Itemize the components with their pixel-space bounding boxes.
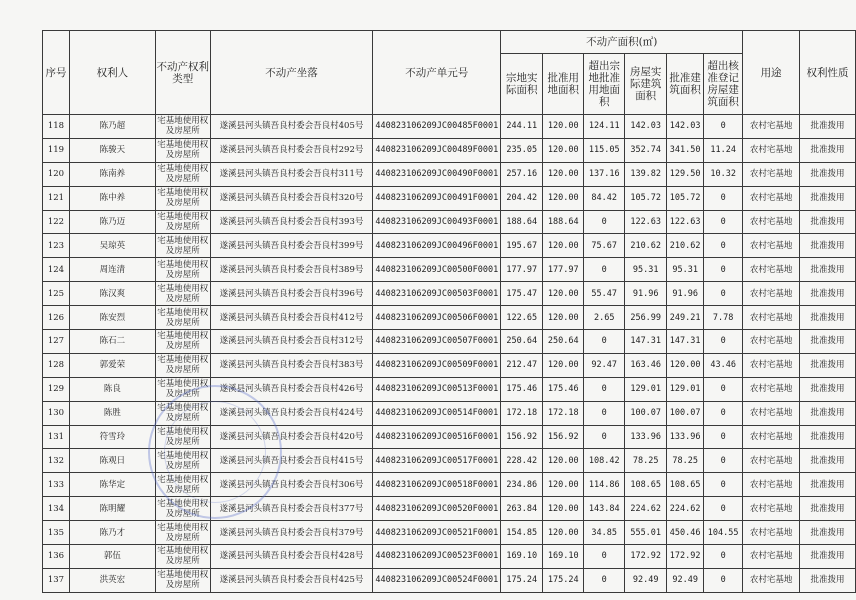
cell-land-actual-area: 195.67: [501, 234, 543, 258]
cell-right-type: 宅基地使用权及房屋所: [157, 427, 209, 448]
cell-seq: 135: [43, 521, 70, 545]
cell-usage: 农村宅基地: [743, 425, 800, 449]
cell-nature: 批准拨用: [800, 377, 856, 401]
cell-unit-no: 440823106209JC00517F0001: [373, 449, 501, 473]
cell-owner: 陈骏天: [69, 138, 155, 162]
cell-house-actual-area: 142.03: [625, 115, 667, 139]
cell-excess-building-area: 0: [704, 545, 743, 569]
cell-house-actual-area: 139.82: [625, 162, 667, 186]
header-approved-building-area: 批准建筑面积: [667, 54, 704, 115]
table-row: [43, 449, 856, 473]
cell-house-actual-area: 163.46: [625, 353, 667, 377]
cell-location: 遂溪县河头镇吾良村委会吾良村320号: [210, 186, 373, 210]
cell-house-actual-area: 133.96: [625, 425, 667, 449]
cell-right-type: 宅基地使用权及房屋所: [157, 498, 209, 519]
cell-location: 遂溪县河头镇吾良村委会吾良村311号: [210, 162, 373, 186]
cell-nature: 批准拨用: [800, 282, 856, 306]
cell-location: 遂溪县河头镇吾良村委会吾良村383号: [210, 353, 373, 377]
cell-seq: 130: [43, 401, 70, 425]
cell-approved-building-area: 147.31: [667, 330, 704, 354]
cell-nature: 批准拨用: [800, 162, 856, 186]
table-row: [43, 353, 856, 377]
cell-location: 遂溪县河头镇吾良村委会吾良村292号: [210, 138, 373, 162]
cell-owner: 陈安烈: [69, 306, 155, 330]
cell-location: 遂溪县河头镇吾良村委会吾良村412号: [210, 306, 373, 330]
cell-owner: 陈南养: [69, 162, 155, 186]
cell-right-type: 宅基地使用权及房屋所: [157, 307, 209, 328]
cell-excess-land-area: 124.11: [584, 115, 625, 139]
cell-seq: 119: [43, 138, 70, 162]
cell-house-actual-area: 122.63: [625, 210, 667, 234]
cell-usage: 农村宅基地: [743, 401, 800, 425]
cell-location: 遂溪县河头镇吾良村委会吾良村393号: [210, 210, 373, 234]
cell-excess-building-area: 0: [704, 186, 743, 210]
cell-house-actual-area: 91.96: [625, 282, 667, 306]
cell-approved-building-area: 78.25: [667, 449, 704, 473]
cell-seq: 125: [43, 282, 70, 306]
cell-unit-no: 440823106209JC00489F0001: [373, 138, 501, 162]
cell-unit-no: 440823106209JC00500F0001: [373, 258, 501, 282]
cell-usage: 农村宅基地: [743, 210, 800, 234]
cell-land-actual-area: 250.64: [501, 330, 543, 354]
cell-owner: 陈明耀: [69, 497, 155, 521]
cell-house-actual-area: 224.62: [625, 497, 667, 521]
cell-right-type: 宅基地使用权及房屋所: [157, 522, 209, 543]
cell-right-type: 宅基地使用权及房屋所: [157, 403, 209, 424]
cell-usage: 农村宅基地: [743, 330, 800, 354]
cell-unit-no: 440823106209JC00491F0001: [373, 186, 501, 210]
cell-approved-land-area: 250.64: [543, 330, 584, 354]
cell-owner: 吴琼英: [69, 234, 155, 258]
table-row: [43, 162, 856, 186]
cell-right-type: 宅基地使用权及房屋所: [157, 546, 209, 567]
cell-approved-land-area: 120.00: [543, 497, 584, 521]
cell-location: 遂溪县河头镇吾良村委会吾良村377号: [210, 497, 373, 521]
table-row: [43, 115, 856, 139]
cell-usage: 农村宅基地: [743, 521, 800, 545]
cell-land-actual-area: 188.64: [501, 210, 543, 234]
cell-nature: 批准拨用: [800, 521, 856, 545]
cell-house-actual-area: 95.31: [625, 258, 667, 282]
header-land-actual-area: 宗地实际面积: [501, 54, 543, 115]
cell-approved-building-area: 92.49: [667, 568, 704, 592]
cell-excess-land-area: 0: [584, 330, 625, 354]
cell-seq: 124: [43, 258, 70, 282]
cell-unit-no: 440823106209JC00513F0001: [373, 377, 501, 401]
cell-approved-land-area: 120.00: [543, 306, 584, 330]
cell-usage: 农村宅基地: [743, 377, 800, 401]
cell-nature: 批准拨用: [800, 138, 856, 162]
cell-usage: 农村宅基地: [743, 186, 800, 210]
cell-excess-building-area: 0: [704, 282, 743, 306]
cell-right-type: 宅基地使用权及房屋所: [157, 283, 209, 304]
cell-excess-land-area: 0: [584, 545, 625, 569]
cell-excess-building-area: 0: [704, 258, 743, 282]
cell-seq: 129: [43, 377, 70, 401]
cell-excess-land-area: 0: [584, 377, 625, 401]
cell-right-type: 宅基地使用权及房屋所: [157, 116, 209, 137]
cell-nature: 批准拨用: [800, 115, 856, 139]
cell-excess-land-area: 92.47: [584, 353, 625, 377]
cell-seq: 131: [43, 425, 70, 449]
cell-excess-building-area: 7.78: [704, 306, 743, 330]
cell-owner: 符雪玲: [69, 425, 155, 449]
cell-land-actual-area: 175.24: [501, 568, 543, 592]
cell-nature: 批准拨用: [800, 497, 856, 521]
cell-house-actual-area: 210.62: [625, 234, 667, 258]
cell-unit-no: 440823106209JC00514F0001: [373, 401, 501, 425]
cell-nature: 批准拨用: [800, 210, 856, 234]
cell-seq: 128: [43, 353, 70, 377]
cell-seq: 126: [43, 306, 70, 330]
cell-location: 遂溪县河头镇吾良村委会吾良村312号: [210, 330, 373, 354]
cell-excess-building-area: 10.32: [704, 162, 743, 186]
cell-usage: 农村宅基地: [743, 282, 800, 306]
cell-seq: 127: [43, 330, 70, 354]
cell-excess-building-area: 0: [704, 568, 743, 592]
cell-approved-building-area: 91.96: [667, 282, 704, 306]
table-row: [43, 473, 856, 497]
cell-nature: 批准拨用: [800, 306, 856, 330]
cell-usage: 农村宅基地: [743, 353, 800, 377]
cell-seq: 120: [43, 162, 70, 186]
cell-right-type: 宅基地使用权及房屋所: [157, 355, 209, 376]
cell-excess-building-area: 0: [704, 330, 743, 354]
cell-land-actual-area: 154.85: [501, 521, 543, 545]
header-house-actual-area: 房屋实际建筑面积: [625, 54, 667, 115]
cell-unit-no: 440823106209JC00496F0001: [373, 234, 501, 258]
cell-nature: 批准拨用: [800, 568, 856, 592]
table-row: [43, 234, 856, 258]
cell-land-actual-area: 257.16: [501, 162, 543, 186]
cell-owner: 郭爱荣: [69, 353, 155, 377]
cell-owner: 陈华定: [69, 473, 155, 497]
cell-usage: 农村宅基地: [743, 306, 800, 330]
table-row: [43, 497, 856, 521]
cell-usage: 农村宅基地: [743, 473, 800, 497]
cell-approved-building-area: 105.72: [667, 186, 704, 210]
cell-seq: 123: [43, 234, 70, 258]
cell-nature: 批准拨用: [800, 473, 856, 497]
cell-location: 遂溪县河头镇吾良村委会吾良村399号: [210, 234, 373, 258]
cell-right-type: 宅基地使用权及房屋所: [157, 379, 209, 400]
header-right-type: 不动产权利类型: [155, 31, 210, 115]
header-location: 不动产坐落: [210, 31, 373, 115]
cell-approved-land-area: 120.00: [543, 234, 584, 258]
cell-usage: 农村宅基地: [743, 258, 800, 282]
cell-excess-building-area: 0: [704, 115, 743, 139]
cell-excess-building-area: 104.55: [704, 521, 743, 545]
cell-excess-land-area: 108.42: [584, 449, 625, 473]
cell-approved-land-area: 175.46: [543, 377, 584, 401]
cell-approved-land-area: 120.00: [543, 186, 584, 210]
cell-unit-no: 440823106209JC00485F0001: [373, 115, 501, 139]
cell-approved-land-area: 120.00: [543, 115, 584, 139]
cell-usage: 农村宅基地: [743, 568, 800, 592]
cell-approved-building-area: 120.00: [667, 353, 704, 377]
cell-house-actual-area: 555.01: [625, 521, 667, 545]
table-row: [43, 568, 856, 592]
cell-unit-no: 440823106209JC00507F0001: [373, 330, 501, 354]
cell-approved-building-area: 122.63: [667, 210, 704, 234]
cell-excess-land-area: 55.47: [584, 282, 625, 306]
cell-approved-land-area: 177.97: [543, 258, 584, 282]
cell-usage: 农村宅基地: [743, 162, 800, 186]
cell-unit-no: 440823106209JC00518F0001: [373, 473, 501, 497]
cell-approved-land-area: 169.10: [543, 545, 584, 569]
cell-excess-land-area: 143.84: [584, 497, 625, 521]
cell-approved-building-area: 210.62: [667, 234, 704, 258]
cell-location: 遂溪县河头镇吾良村委会吾良村306号: [210, 473, 373, 497]
header-nature: 权利性质: [800, 31, 856, 115]
cell-land-actual-area: 204.42: [501, 186, 543, 210]
cell-location: 遂溪县河头镇吾良村委会吾良村426号: [210, 377, 373, 401]
cell-excess-land-area: 0: [584, 425, 625, 449]
cell-owner: 陈乃迈: [69, 210, 155, 234]
cell-unit-no: 440823106209JC00524F0001: [373, 568, 501, 592]
cell-usage: 农村宅基地: [743, 115, 800, 139]
cell-house-actual-area: 172.92: [625, 545, 667, 569]
cell-excess-land-area: 84.42: [584, 186, 625, 210]
cell-owner: 陈乃超: [69, 115, 155, 139]
cell-approved-building-area: 133.96: [667, 425, 704, 449]
cell-owner: 陈观日: [69, 449, 155, 473]
cell-land-actual-area: 212.47: [501, 353, 543, 377]
cell-usage: 农村宅基地: [743, 449, 800, 473]
cell-unit-no: 440823106209JC00521F0001: [373, 521, 501, 545]
cell-approved-land-area: 120.00: [543, 353, 584, 377]
cell-approved-building-area: 450.46: [667, 521, 704, 545]
cell-house-actual-area: 105.72: [625, 186, 667, 210]
cell-unit-no: 440823106209JC00523F0001: [373, 545, 501, 569]
table-row: [43, 258, 856, 282]
cell-land-actual-area: 122.65: [501, 306, 543, 330]
registration-table: [42, 30, 856, 593]
cell-owner: 郭伍: [69, 545, 155, 569]
cell-owner: 陈石二: [69, 330, 155, 354]
cell-owner: 洪英宏: [69, 568, 155, 592]
cell-excess-land-area: 34.85: [584, 521, 625, 545]
cell-house-actual-area: 256.99: [625, 306, 667, 330]
cell-approved-land-area: 120.00: [543, 162, 584, 186]
cell-usage: 农村宅基地: [743, 545, 800, 569]
cell-unit-no: 440823106209JC00493F0001: [373, 210, 501, 234]
cell-approved-building-area: 224.62: [667, 497, 704, 521]
cell-excess-land-area: 2.65: [584, 306, 625, 330]
cell-approved-land-area: 175.24: [543, 568, 584, 592]
cell-land-actual-area: 175.47: [501, 282, 543, 306]
cell-right-type: 宅基地使用权及房屋所: [157, 450, 209, 471]
cell-owner: 周连清: [69, 258, 155, 282]
cell-location: 遂溪县河头镇吾良村委会吾良村425号: [210, 568, 373, 592]
header-approved-land-area: 批准用地面积: [543, 54, 584, 115]
table-row: [43, 425, 856, 449]
cell-location: 遂溪县河头镇吾良村委会吾良村379号: [210, 521, 373, 545]
header-usage: 用途: [743, 31, 800, 115]
cell-land-actual-area: 175.46: [501, 377, 543, 401]
cell-location: 遂溪县河头镇吾良村委会吾良村405号: [210, 115, 373, 139]
cell-usage: 农村宅基地: [743, 497, 800, 521]
cell-approved-building-area: 95.31: [667, 258, 704, 282]
cell-excess-building-area: 0: [704, 401, 743, 425]
cell-approved-land-area: 188.64: [543, 210, 584, 234]
cell-house-actual-area: 352.74: [625, 138, 667, 162]
table-row: [43, 401, 856, 425]
cell-house-actual-area: 108.65: [625, 473, 667, 497]
cell-excess-building-area: 0: [704, 425, 743, 449]
cell-right-type: 宅基地使用权及房屋所: [157, 164, 209, 185]
cell-location: 遂溪县河头镇吾良村委会吾良村396号: [210, 282, 373, 306]
table-row: [43, 330, 856, 354]
cell-unit-no: 440823106209JC00503F0001: [373, 282, 501, 306]
cell-owner: 陈胜: [69, 401, 155, 425]
table-row: [43, 186, 856, 210]
cell-excess-building-area: 0: [704, 449, 743, 473]
cell-excess-building-area: 0: [704, 377, 743, 401]
cell-nature: 批准拨用: [800, 353, 856, 377]
cell-seq: 118: [43, 115, 70, 139]
cell-seq: 132: [43, 449, 70, 473]
cell-excess-building-area: 11.24: [704, 138, 743, 162]
header-area-group: 不动产面积(㎡): [501, 31, 743, 54]
table-row: [43, 210, 856, 234]
cell-excess-land-area: 115.05: [584, 138, 625, 162]
cell-house-actual-area: 147.31: [625, 330, 667, 354]
table-row: [43, 521, 856, 545]
cell-excess-land-area: 75.67: [584, 234, 625, 258]
cell-location: 遂溪县河头镇吾良村委会吾良村420号: [210, 425, 373, 449]
cell-approved-building-area: 172.92: [667, 545, 704, 569]
header-seq: 序号: [43, 31, 70, 115]
header-owner: 权利人: [69, 31, 155, 115]
cell-land-actual-area: 244.11: [501, 115, 543, 139]
cell-excess-land-area: 0: [584, 258, 625, 282]
cell-excess-building-area: 0: [704, 210, 743, 234]
cell-seq: 133: [43, 473, 70, 497]
cell-seq: 136: [43, 545, 70, 569]
cell-right-type: 宅基地使用权及房屋所: [157, 140, 209, 161]
cell-excess-land-area: 0: [584, 401, 625, 425]
cell-nature: 批准拨用: [800, 401, 856, 425]
table-row: [43, 138, 856, 162]
cell-nature: 批准拨用: [800, 449, 856, 473]
cell-land-actual-area: 234.86: [501, 473, 543, 497]
cell-location: 遂溪县河头镇吾良村委会吾良村389号: [210, 258, 373, 282]
cell-approved-land-area: 120.00: [543, 473, 584, 497]
cell-land-actual-area: 228.42: [501, 449, 543, 473]
cell-excess-land-area: 114.86: [584, 473, 625, 497]
cell-excess-building-area: 0: [704, 473, 743, 497]
cell-location: 遂溪县河头镇吾良村委会吾良村428号: [210, 545, 373, 569]
cell-nature: 批准拨用: [800, 425, 856, 449]
cell-nature: 批准拨用: [800, 330, 856, 354]
cell-approved-building-area: 129.50: [667, 162, 704, 186]
cell-owner: 陈中养: [69, 186, 155, 210]
cell-house-actual-area: 92.49: [625, 568, 667, 592]
table-row: [43, 377, 856, 401]
cell-seq: 122: [43, 210, 70, 234]
cell-unit-no: 440823106209JC00520F0001: [373, 497, 501, 521]
cell-nature: 批准拨用: [800, 258, 856, 282]
cell-approved-building-area: 129.01: [667, 377, 704, 401]
cell-nature: 批准拨用: [800, 234, 856, 258]
cell-right-type: 宅基地使用权及房屋所: [157, 212, 209, 232]
cell-right-type: 宅基地使用权及房屋所: [157, 331, 209, 352]
cell-excess-building-area: 0: [704, 497, 743, 521]
cell-right-type: 宅基地使用权及房屋所: [157, 235, 209, 256]
header-excess-building-area: 超出核准登记房屋建筑面积: [704, 54, 743, 115]
cell-usage: 农村宅基地: [743, 234, 800, 258]
cell-location: 遂溪县河头镇吾良村委会吾良村415号: [210, 449, 373, 473]
cell-unit-no: 440823106209JC00509F0001: [373, 353, 501, 377]
cell-excess-building-area: 0: [704, 234, 743, 258]
cell-approved-land-area: 120.00: [543, 449, 584, 473]
header-unit-no: 不动产单元号: [373, 31, 501, 115]
cell-seq: 137: [43, 568, 70, 592]
cell-excess-land-area: 0: [584, 568, 625, 592]
cell-approved-land-area: 120.00: [543, 282, 584, 306]
table-row: [43, 282, 856, 306]
cell-owner: 陈良: [69, 377, 155, 401]
cell-right-type: 宅基地使用权及房屋所: [157, 474, 209, 495]
cell-owner: 陈乃才: [69, 521, 155, 545]
cell-house-actual-area: 78.25: [625, 449, 667, 473]
cell-land-actual-area: 172.18: [501, 401, 543, 425]
cell-nature: 批准拨用: [800, 186, 856, 210]
cell-land-actual-area: 177.97: [501, 258, 543, 282]
cell-house-actual-area: 129.01: [625, 377, 667, 401]
cell-location: 遂溪县河头镇吾良村委会吾良村424号: [210, 401, 373, 425]
cell-right-type: 宅基地使用权及房屋所: [157, 570, 209, 591]
cell-land-actual-area: 169.10: [501, 545, 543, 569]
table-row: [43, 545, 856, 569]
cell-unit-no: 440823106209JC00516F0001: [373, 425, 501, 449]
cell-approved-building-area: 100.07: [667, 401, 704, 425]
cell-right-type: 宅基地使用权及房屋所: [157, 259, 209, 280]
cell-land-actual-area: 235.05: [501, 138, 543, 162]
cell-excess-building-area: 43.46: [704, 353, 743, 377]
cell-seq: 134: [43, 497, 70, 521]
cell-excess-land-area: 137.16: [584, 162, 625, 186]
cell-seq: 121: [43, 186, 70, 210]
cell-approved-land-area: 156.92: [543, 425, 584, 449]
cell-approved-land-area: 172.18: [543, 401, 584, 425]
cell-land-actual-area: 156.92: [501, 425, 543, 449]
cell-house-actual-area: 100.07: [625, 401, 667, 425]
cell-usage: 农村宅基地: [743, 138, 800, 162]
table-row: [43, 306, 856, 330]
cell-right-type: 宅基地使用权及房屋所: [157, 188, 209, 209]
header-excess-land-area: 超出宗地批准用地面积: [584, 54, 625, 115]
cell-approved-land-area: 120.00: [543, 521, 584, 545]
cell-unit-no: 440823106209JC00490F0001: [373, 162, 501, 186]
cell-approved-building-area: 108.65: [667, 473, 704, 497]
cell-owner: 陈汉爽: [69, 282, 155, 306]
cell-approved-building-area: 249.21: [667, 306, 704, 330]
cell-approved-building-area: 142.03: [667, 115, 704, 139]
cell-unit-no: 440823106209JC00506F0001: [373, 306, 501, 330]
cell-nature: 批准拨用: [800, 545, 856, 569]
cell-land-actual-area: 263.84: [501, 497, 543, 521]
cell-approved-building-area: 341.50: [667, 138, 704, 162]
cell-approved-land-area: 120.00: [543, 138, 584, 162]
cell-excess-land-area: 0: [584, 210, 625, 234]
